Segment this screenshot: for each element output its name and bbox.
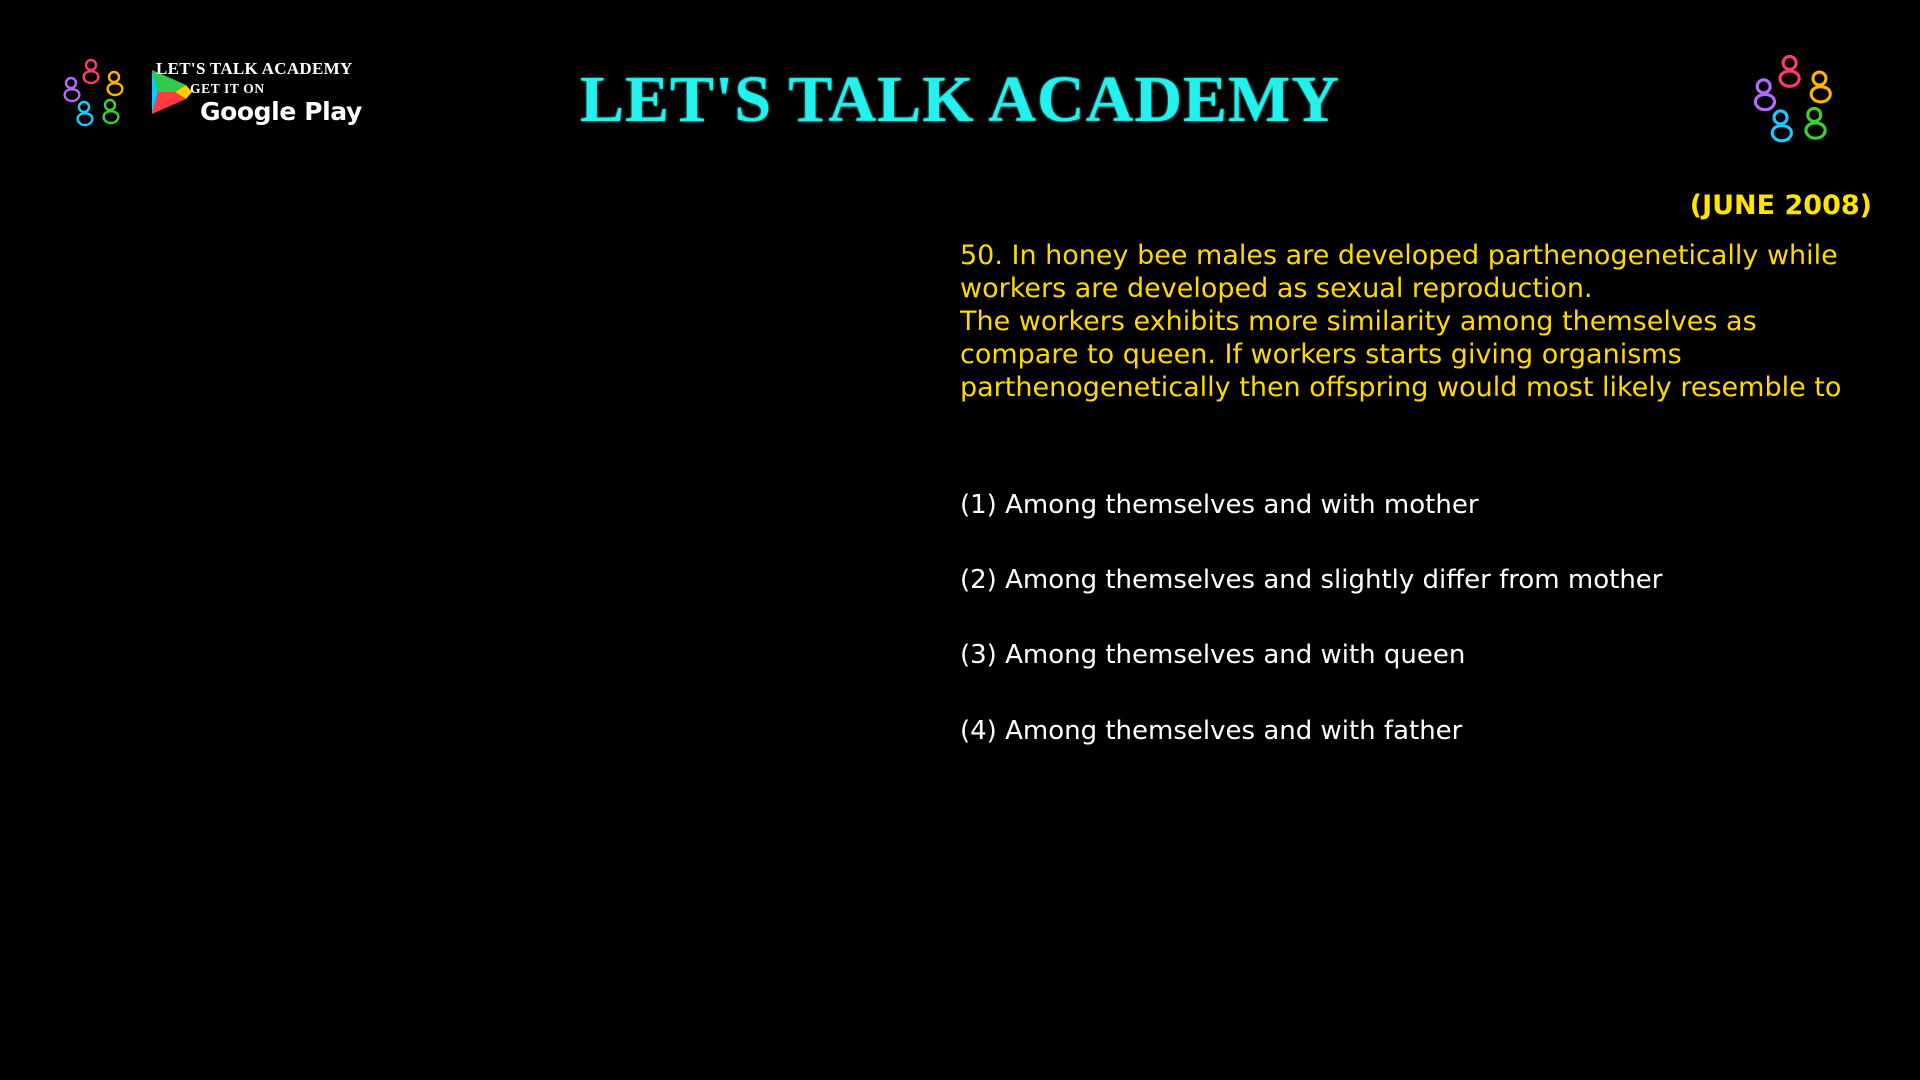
option-2[interactable]: (2) Among themselves and slightly differ from mother [960, 565, 1663, 596]
badge-store-name: Google Play [200, 97, 362, 127]
brand-name: LET'S TALK ACADEMY [156, 58, 353, 78]
question-paragraph-1: 50. In honey bee males are developed parthenogenetically while workers are developed as sexual reproduction. [960, 240, 1838, 304]
question-paragraph-2: The workers exhibits more similarity among themselves as compare to queen. If workers starts giving organisms parthenogenetically then offspring would most likely resemble to [960, 305, 1842, 403]
people-circle-logo-icon-right [1752, 50, 1848, 146]
question-text [960, 240, 1880, 405]
badge-get-it-on: GET IT ON [190, 80, 265, 96]
option-4[interactable]: (4) Among themselves and with father [960, 715, 1463, 746]
exam-session-badge: (JUNE 2008) [1689, 190, 1872, 221]
page-title: LET'S TALK ACADEMY [579, 63, 1341, 136]
option-1[interactable]: (1) Among themselves and with mother [960, 490, 1479, 520]
option-3[interactable]: (3) Among themselves and with queen [960, 640, 1466, 671]
answer-options [960, 490, 1880, 791]
